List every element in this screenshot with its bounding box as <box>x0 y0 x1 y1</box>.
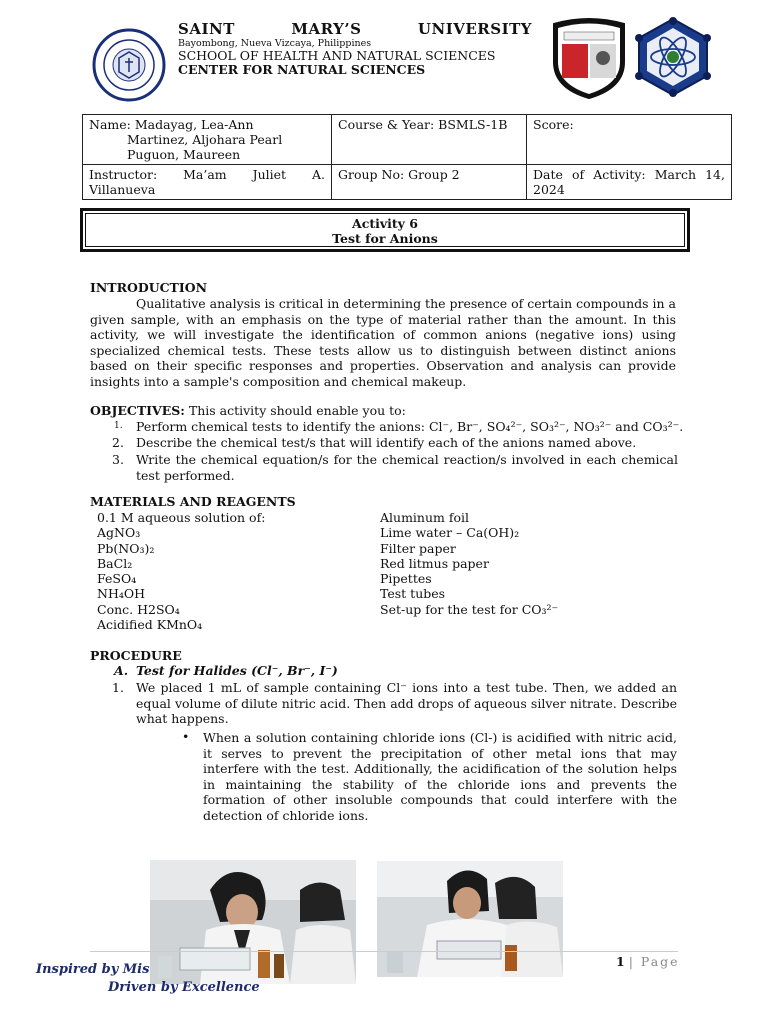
names-cell <box>83 115 332 165</box>
page-number-value: 1 <box>616 954 625 969</box>
material-item: BaCl₂ <box>97 555 133 571</box>
material-item: Lime water – Ca(OH)₂ <box>380 525 520 541</box>
university-title <box>178 20 532 38</box>
objective-number: 1. <box>114 421 123 431</box>
step-number: 1. <box>112 680 124 695</box>
material-item: Filter paper <box>380 540 456 556</box>
lab-photo-2 <box>377 861 563 977</box>
natural-sciences-atom-logo <box>634 16 712 98</box>
objectives-heading: OBJECTIVES: <box>90 403 185 418</box>
page-number <box>616 954 680 969</box>
materials-heading: MATERIALS AND REAGENTS <box>90 494 296 509</box>
university-address: Bayombong, Nueva Vizcaya, Philippines <box>178 38 372 49</box>
course-cell: Course & Year: BSMLS-1B <box>332 115 527 165</box>
school-name: SCHOOL OF HEALTH AND NATURAL SCIENCES <box>178 48 496 63</box>
university-seal-logo <box>92 28 166 102</box>
date-cell <box>527 165 732 200</box>
procedure-heading: PROCEDURE <box>90 648 182 663</box>
material-item: Set-up for the test for CO₃²⁻ <box>380 601 559 617</box>
material-item: Pipettes <box>380 571 432 587</box>
bullet-dot: • <box>182 729 190 744</box>
objective-item <box>136 419 684 435</box>
title-word: MARY’S <box>291 20 362 38</box>
student-info-table <box>82 114 732 200</box>
objective-item: Describe the chemical test/s that will identify each of the anions named above. <box>136 435 637 450</box>
material-item: 0.1 M aqueous solution of: <box>97 510 266 525</box>
material-item: Test tubes <box>380 586 446 602</box>
material-item: Pb(NO₃)₂ <box>97 540 155 556</box>
material-item: Red litmus paper <box>380 555 489 571</box>
objectives-line <box>90 403 406 419</box>
procedure-sub-label: A. <box>114 663 129 678</box>
activity-number: Activity 6 <box>352 216 418 231</box>
student-name: Madayag, Lea-Ann <box>134 117 254 132</box>
group-cell: Group No: Group 2 <box>332 165 527 200</box>
material-item: NH₄OH <box>97 586 145 602</box>
date-line: Date of Activity: March 14, <box>533 167 725 182</box>
lab-photo-1 <box>150 860 356 984</box>
step-text: We placed 1 mL of sample containing Cl⁻ ions into a test tube. Then, we added an equal volume of dilute nitric acid. Then add drops of aqueous silver nitrate. Describe what happens. <box>136 680 677 726</box>
title-word: UNIVERSITY <box>417 20 532 38</box>
introduction-text: Qualitative analysis is critical in determining the presence of certain compounds in a given sample, with an emphasis on the type of material rather than the amount. In this activity, we will investigate the identification of common anions (negative ions) using specialized chemical tests. These tests allow us to distinguish between distinct anions based on their specific responses and properties. Observation and analysis can provide insights into a sample's composition and chemical makeup. <box>90 296 676 389</box>
slogan-line: Inspired by Mis <box>36 962 150 977</box>
material-item: AgNO₃ <box>97 525 141 541</box>
instructor-line: Instructor: Ma’am Juliet A. <box>89 167 325 182</box>
activity-title: Test for Anions <box>332 231 438 246</box>
instructor-line: Villanueva <box>89 182 156 197</box>
materials-right-column <box>380 510 680 617</box>
name-label: Name: <box>89 117 131 132</box>
material-item: Aluminum foil <box>380 510 470 525</box>
bullet-text: When a solution containing chloride ions (Cl-) is acidified with nitric acid, it serves to prevent the precipitation of other metal ions that may interfere with the test. Additionally, the acidification of the solution helps in maintaining the stability of the chloride ions and prevents the formation of other insoluble compounds that could interfere with the detection of chloride ions. <box>203 730 677 823</box>
school-crest-logo <box>548 14 630 100</box>
material-item: FeSO₄ <box>97 571 137 587</box>
objectives-lead: This activity should enable you to: <box>188 403 406 418</box>
student-name: Puguon, Maureen <box>127 147 241 162</box>
footer-divider <box>90 951 678 952</box>
material-item: Conc. H2SO₄ <box>97 601 180 617</box>
material-item: Acidified KMnO₄ <box>97 617 203 633</box>
anion-list: Cl⁻, Br⁻, SO₄²⁻, SO₃²⁻, NO₃²⁻ and CO₃²⁻. <box>428 419 684 434</box>
date-line: 2024 <box>533 182 565 197</box>
objective-number: 3. <box>112 452 124 467</box>
slogan-line: Driven by Excellence <box>108 980 260 995</box>
objective-item: Write the chemical equation/s for the chemical reaction/s involved in each chemical test performed. <box>136 452 678 483</box>
procedure-sub-title: Test for Halides (Cl⁻, Br⁻, I⁻) <box>136 663 338 678</box>
score-cell: Score: <box>527 115 732 165</box>
page-word: | Page <box>628 954 680 969</box>
student-name: Martinez, Aljohara Pearl <box>127 132 283 147</box>
activity-title-box <box>80 208 690 252</box>
title-word: SAINT <box>178 20 235 38</box>
introduction-heading: INTRODUCTION <box>90 280 208 295</box>
center-name: CENTER FOR NATURAL SCIENCES <box>178 62 426 77</box>
instructor-cell <box>83 165 332 200</box>
materials-left-column <box>97 510 357 632</box>
objective-text: Perform chemical tests to identify the anions: <box>136 419 425 434</box>
objective-number: 2. <box>112 435 124 450</box>
